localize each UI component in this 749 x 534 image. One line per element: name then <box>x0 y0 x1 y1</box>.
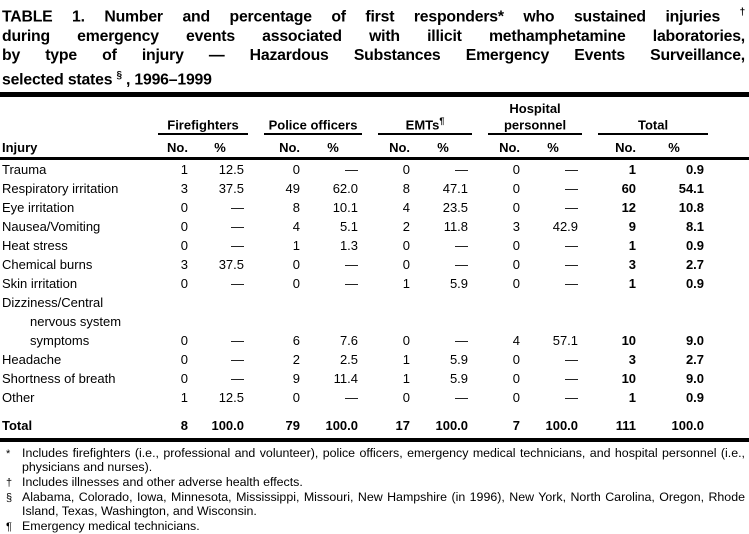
cell-no: 3 <box>512 218 521 234</box>
footnote <box>6 519 745 534</box>
cell-pct: 2.7 <box>685 256 705 272</box>
cell-pct: 12.5 <box>218 161 245 177</box>
group-label: Total <box>637 117 669 133</box>
cell-pct: — <box>455 332 469 348</box>
title-divider-rule <box>0 92 749 97</box>
cell-no: 0 <box>402 161 411 177</box>
cell-pct: — <box>565 389 579 405</box>
group-label: EMTs <box>405 117 440 133</box>
cell-pct: 5.1 <box>339 218 359 234</box>
cell-pct: — <box>231 218 245 234</box>
injury-column-header: Injury <box>0 134 158 159</box>
cell-no: 7 <box>512 417 521 433</box>
column-gap <box>472 255 488 274</box>
column-gap <box>582 274 598 293</box>
cell-pct: — <box>455 237 469 253</box>
column-gap <box>248 293 264 350</box>
cell-no: 0 <box>402 237 411 253</box>
injury-label: Respiratory irritation <box>2 180 119 196</box>
cell-no: 12 <box>621 199 637 215</box>
cell-no: 0 <box>402 256 411 272</box>
injury-col-spacer <box>0 99 158 134</box>
column-gap <box>362 388 378 407</box>
column-gap <box>362 179 378 198</box>
pct-column-header: % <box>640 134 708 159</box>
cell-no: 0 <box>292 161 301 177</box>
cell-pct: 5.9 <box>449 370 469 386</box>
cell-pct: — <box>345 161 359 177</box>
group-label: Hospital personnel <box>503 100 567 133</box>
cell-pct: 0.9 <box>685 161 705 177</box>
column-gap <box>582 217 598 236</box>
no-column-header: No. <box>598 134 640 159</box>
footnote-marker: * <box>6 447 11 460</box>
cell-no: 0 <box>180 237 188 253</box>
pct-column-header: % <box>192 134 248 159</box>
cell-no: 1 <box>402 370 411 386</box>
cell-no: 60 <box>621 180 637 196</box>
cell-pct: 5.9 <box>449 351 469 367</box>
injury-label: Dizziness/Central nervous system symptoms <box>2 294 122 348</box>
cell-no: 0 <box>180 370 188 386</box>
table-row <box>0 255 749 274</box>
table-title-line-1 <box>2 3 745 27</box>
injury-table <box>0 99 749 438</box>
column-group-total <box>598 99 708 134</box>
cell-no: 9 <box>292 370 301 386</box>
injury-label: Shortness of breath <box>2 370 116 386</box>
cell-no: 0 <box>180 351 188 367</box>
cell-no: 0 <box>512 389 521 405</box>
table-title-years: , 1996–1999 <box>121 71 212 89</box>
column-gap <box>582 293 598 350</box>
table-row <box>0 217 749 236</box>
row-tail <box>708 350 749 369</box>
column-gap <box>582 388 598 407</box>
column-gap <box>472 99 488 134</box>
footnote-text: Includes illnesses and other adverse health effects. <box>22 474 303 489</box>
cell-no: 0 <box>512 180 521 196</box>
cell-pct: 8.1 <box>685 218 705 234</box>
cell-no: 2 <box>402 218 411 234</box>
column-gap <box>582 236 598 255</box>
table-row <box>0 198 749 217</box>
no-column-header: No. <box>488 134 524 159</box>
column-gap <box>362 255 378 274</box>
footnote-marker: † <box>6 476 13 489</box>
dagger-footnote-marker: † <box>739 7 745 18</box>
cell-no: 10 <box>621 370 637 386</box>
injury-label: Headache <box>2 351 62 367</box>
column-gap <box>248 217 264 236</box>
cell-pct: 0.9 <box>685 389 705 405</box>
cell-pct: — <box>345 275 359 291</box>
subcolumn-header-row <box>0 134 749 159</box>
column-gap <box>472 274 488 293</box>
column-gap <box>248 158 264 179</box>
column-gap <box>472 407 488 438</box>
column-gap <box>472 158 488 179</box>
column-gap <box>472 369 488 388</box>
cell-pct: 0.9 <box>685 275 705 291</box>
table-header <box>0 99 749 159</box>
column-group-header-row <box>0 99 749 134</box>
footnote-text: Includes firefighters (i.e., professional and volunteer), police officers, emergency medical technicians, and hospital personnel (i.e., physicians and nurses). <box>22 445 745 475</box>
cell-no: 49 <box>285 180 301 196</box>
column-gap <box>248 407 264 438</box>
cell-pct: 54.1 <box>678 180 705 196</box>
no-column-header: No. <box>158 134 192 159</box>
table-row <box>0 179 749 198</box>
column-group-emts <box>378 99 472 134</box>
footnote-text: Alabama, Colorado, Iowa, Minnesota, Mississippi, Missouri, New Hampshire (in 1996), New York, North Carolina, Oregon, Rhode Island, Texas, Washington, and Wisconsin. <box>22 490 745 519</box>
column-gap <box>582 407 598 438</box>
cell-pct: 2.7 <box>685 351 705 367</box>
table-title-text: selected states <box>2 71 113 89</box>
row-tail-spacer <box>708 134 749 159</box>
cell-pct: — <box>345 256 359 272</box>
table-row <box>0 274 749 293</box>
cell-pct: 0.9 <box>685 237 705 253</box>
pilcrow-footnote-marker: ¶ <box>439 116 445 127</box>
column-gap <box>472 293 488 350</box>
cell-pct: — <box>565 237 579 253</box>
column-gap <box>582 99 598 134</box>
table-title-text: TABLE 1. Number and percentage of first responders* who sustained injuries <box>2 8 721 26</box>
column-gap <box>362 198 378 217</box>
row-tail-spacer <box>708 99 749 134</box>
cell-no: 0 <box>512 370 521 386</box>
column-gap <box>582 158 598 179</box>
injury-label: Trauma <box>2 161 47 177</box>
footnote-marker: § <box>6 492 13 505</box>
column-gap <box>472 236 488 255</box>
table-title-line-3: by type of injury — Hazardous Substances Emergency Events Surveillance, <box>2 47 745 65</box>
cell-no: 6 <box>292 332 301 348</box>
column-gap <box>362 236 378 255</box>
cell-pct: 10.8 <box>678 199 705 215</box>
cell-no: 0 <box>512 275 521 291</box>
cell-no: 8 <box>292 199 301 215</box>
cell-no: 0 <box>180 275 188 291</box>
cell-pct: 12.5 <box>218 389 245 405</box>
cell-pct: — <box>565 161 579 177</box>
column-group-police-officers <box>264 99 362 134</box>
cell-pct: — <box>231 351 245 367</box>
cell-no: 1 <box>402 275 411 291</box>
row-tail <box>708 407 749 438</box>
column-gap <box>362 407 378 438</box>
cell-no: 17 <box>395 417 411 433</box>
cell-pct: 11.8 <box>443 218 469 234</box>
injury-label: Chemical burns <box>2 256 93 272</box>
cell-pct: — <box>231 275 245 291</box>
column-gap <box>472 134 488 159</box>
injury-label: Nausea/Vomiting <box>2 218 101 234</box>
cell-no: 10 <box>621 332 637 348</box>
cell-no: 3 <box>628 256 637 272</box>
injury-label: Skin irritation <box>2 275 78 291</box>
row-tail <box>708 158 749 179</box>
column-gap <box>248 99 264 134</box>
group-label: Police officers <box>268 117 358 133</box>
column-gap <box>248 274 264 293</box>
column-gap <box>248 198 264 217</box>
cell-no: 8 <box>402 180 411 196</box>
cell-no: 0 <box>512 351 521 367</box>
cell-pct: 2.5 <box>339 351 359 367</box>
column-gap <box>472 388 488 407</box>
cell-no: 0 <box>292 389 301 405</box>
cell-pct: 23.5 <box>442 199 469 215</box>
cell-pct: 11.4 <box>333 370 359 386</box>
column-gap <box>362 158 378 179</box>
no-column-header: No. <box>264 134 304 159</box>
cell-pct: 10.1 <box>332 199 359 215</box>
column-gap <box>362 99 378 134</box>
row-tail <box>708 217 749 236</box>
footnote-marker: ¶ <box>6 520 12 533</box>
column-gap <box>362 134 378 159</box>
cell-pct: — <box>455 389 469 405</box>
column-gap <box>472 179 488 198</box>
column-gap <box>362 217 378 236</box>
cell-pct: 9.0 <box>685 370 705 386</box>
table-row <box>0 236 749 255</box>
column-gap <box>248 369 264 388</box>
group-label: Firefighters <box>167 117 239 133</box>
cell-pct: 9.0 <box>685 332 705 348</box>
cell-no: 1 <box>180 389 188 405</box>
column-gap <box>248 179 264 198</box>
cell-no: 1 <box>180 161 188 177</box>
cell-no: 0 <box>180 218 188 234</box>
no-column-header: No. <box>378 134 414 159</box>
cell-no: 4 <box>292 218 301 234</box>
cell-pct: — <box>565 256 579 272</box>
row-tail <box>708 179 749 198</box>
cell-no: 0 <box>180 199 188 215</box>
table-row <box>0 369 749 388</box>
column-gap <box>472 198 488 217</box>
cell-pct: — <box>455 161 469 177</box>
column-gap <box>472 217 488 236</box>
cell-pct: — <box>565 370 579 386</box>
table-body <box>0 158 749 438</box>
column-gap <box>248 350 264 369</box>
cell-no: 2 <box>292 351 301 367</box>
cell-no: 0 <box>512 199 521 215</box>
cell-no: 1 <box>402 351 411 367</box>
row-tail <box>708 274 749 293</box>
cell-no: 3 <box>180 256 188 272</box>
row-tail <box>708 236 749 255</box>
injury-label: Heat stress <box>2 237 68 253</box>
cell-no: 0 <box>512 256 521 272</box>
cell-pct: 100.0 <box>211 417 245 433</box>
cell-no: 0 <box>292 256 301 272</box>
cell-pct: — <box>231 332 245 348</box>
cell-no: 0 <box>512 237 521 253</box>
column-gap <box>472 350 488 369</box>
column-gap <box>362 369 378 388</box>
row-tail <box>708 255 749 274</box>
cell-pct: 100.0 <box>545 417 579 433</box>
column-gap <box>582 255 598 274</box>
cell-no: 1 <box>628 389 637 405</box>
cell-pct: 57.1 <box>552 332 579 348</box>
column-gap <box>248 388 264 407</box>
column-gap <box>582 350 598 369</box>
footnotes <box>0 442 749 534</box>
pct-column-header: % <box>304 134 362 159</box>
column-gap <box>582 134 598 159</box>
cell-pct: — <box>345 389 359 405</box>
column-gap <box>582 198 598 217</box>
cell-pct: 7.6 <box>339 332 359 348</box>
cell-no: 0 <box>180 332 188 348</box>
cell-pct: — <box>565 351 579 367</box>
column-gap <box>248 134 264 159</box>
row-tail <box>708 293 749 350</box>
cell-pct: — <box>231 370 245 386</box>
cell-pct: 47.1 <box>442 180 469 196</box>
column-gap <box>248 236 264 255</box>
table-row <box>0 293 749 350</box>
cell-pct: 37.5 <box>218 180 245 196</box>
injury-label: Eye irritation <box>2 199 75 215</box>
cell-pct: — <box>565 199 579 215</box>
column-gap <box>582 369 598 388</box>
pct-column-header: % <box>414 134 472 159</box>
cell-no: 8 <box>180 417 188 433</box>
table-row <box>0 350 749 369</box>
cell-pct: 5.9 <box>449 275 469 291</box>
cell-pct: 37.5 <box>218 256 245 272</box>
cell-no: 79 <box>285 417 301 433</box>
row-tail <box>708 369 749 388</box>
cell-no: 1 <box>628 161 637 177</box>
cell-no: 4 <box>512 332 521 348</box>
column-gap <box>362 350 378 369</box>
footnote-text: Emergency medical technicians. <box>22 518 200 533</box>
cell-pct: 100.0 <box>671 417 705 433</box>
cell-pct: — <box>455 256 469 272</box>
cell-no: 1 <box>628 237 637 253</box>
cell-pct: — <box>565 275 579 291</box>
cell-pct: 100.0 <box>325 417 359 433</box>
cell-pct: 1.3 <box>339 237 359 253</box>
row-tail <box>708 388 749 407</box>
pct-column-header: % <box>524 134 582 159</box>
row-tail <box>708 198 749 217</box>
column-gap <box>362 274 378 293</box>
table-title <box>0 0 749 90</box>
footnote <box>6 446 745 475</box>
column-gap <box>248 255 264 274</box>
injury-label: Other <box>2 389 35 405</box>
footnote <box>6 490 745 519</box>
table-title-line-2: during emergency events associated with illicit methamphetamine laboratories, <box>2 27 745 45</box>
table-row <box>0 388 749 407</box>
cell-no: 3 <box>180 180 188 196</box>
cell-pct: 42.9 <box>552 218 579 234</box>
table-row <box>0 158 749 179</box>
cell-no: 111 <box>615 417 637 433</box>
cell-pct: 62.0 <box>332 180 359 196</box>
cell-pct: — <box>231 237 245 253</box>
cell-no: 0 <box>402 332 411 348</box>
column-group-firefighters <box>158 99 248 134</box>
cell-pct: — <box>231 199 245 215</box>
section-footnote-marker: § <box>116 69 122 81</box>
column-gap <box>362 293 378 350</box>
cell-no: 3 <box>628 351 637 367</box>
cell-no: 0 <box>292 275 301 291</box>
cell-no: 1 <box>628 275 637 291</box>
cell-pct: — <box>565 180 579 196</box>
cell-no: 0 <box>402 389 411 405</box>
cell-no: 4 <box>402 199 411 215</box>
table-title-line-4 <box>2 66 745 90</box>
cell-no: 1 <box>292 237 301 253</box>
total-row <box>0 407 749 438</box>
column-gap <box>582 179 598 198</box>
injury-label: Total <box>2 417 33 433</box>
cell-no: 9 <box>628 218 637 234</box>
cell-no: 0 <box>512 161 521 177</box>
column-group-hospital-personnel <box>488 99 582 134</box>
footnote <box>6 475 745 490</box>
cell-pct: 100.0 <box>435 417 469 433</box>
